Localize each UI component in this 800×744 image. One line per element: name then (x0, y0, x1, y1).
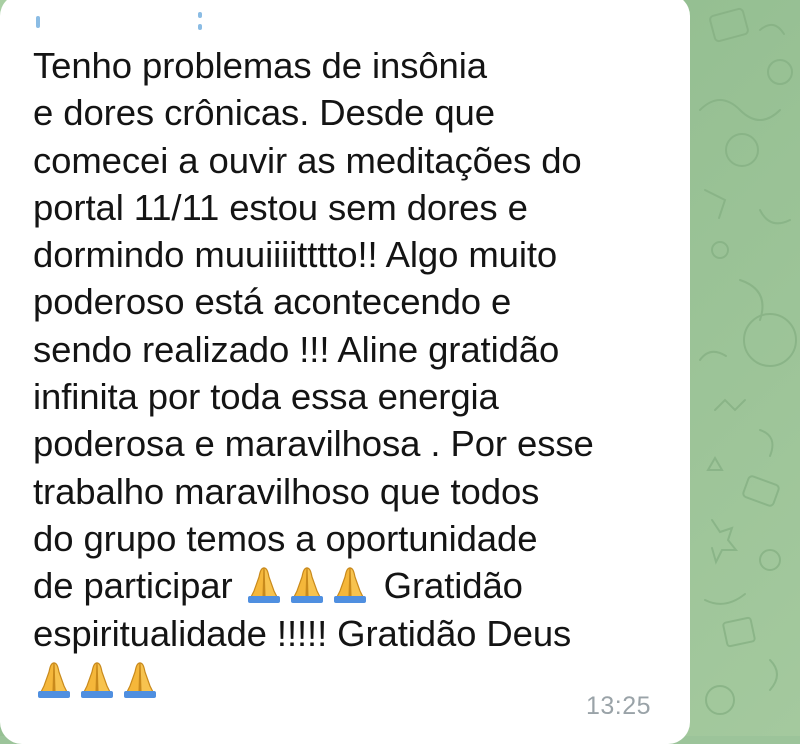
redaction-mark (198, 12, 202, 18)
message-line: Tenho problemas de insônia (33, 45, 487, 86)
message-line: Gratidão (383, 565, 523, 607)
message-line: trabalho maravilhoso que todos (33, 470, 540, 512)
message-line: poderosa e maravilhosa . Por esse (33, 423, 594, 465)
folded-hands-icon (286, 564, 328, 604)
message-text (33, 42, 673, 704)
message-line: sendo realizado !!! Aline gratidão (33, 328, 560, 370)
emoji-group (243, 564, 372, 604)
message-line: e dores crônicas. Desde que (33, 92, 495, 134)
message-line: infinita por toda essa energia (33, 376, 499, 418)
folded-hands-icon (33, 659, 75, 699)
folded-hands-icon (243, 564, 285, 604)
message-line: poderoso está acontecendo e (33, 281, 512, 323)
sender-name[interactable] (34, 2, 214, 32)
message-line: portal 11/11 estou sem dores e (33, 186, 528, 228)
message-line: dormindo muuiiiitttto!! Algo muito (33, 234, 558, 276)
redaction-mark (198, 24, 202, 30)
message-line: do grupo temos a oportunidade (33, 517, 538, 559)
message-line: espiritualidade !!!!! Gratidão Deus (33, 612, 572, 654)
emoji-group (33, 659, 162, 699)
folded-hands-icon (329, 564, 371, 604)
message-line: de participar (33, 565, 233, 607)
message-timestamp: 13:25 (586, 692, 652, 720)
redaction-mark (36, 16, 40, 28)
folded-hands-icon (76, 659, 118, 699)
folded-hands-icon (119, 659, 161, 699)
message-line: comecei a ouvir as meditações do (33, 139, 582, 181)
